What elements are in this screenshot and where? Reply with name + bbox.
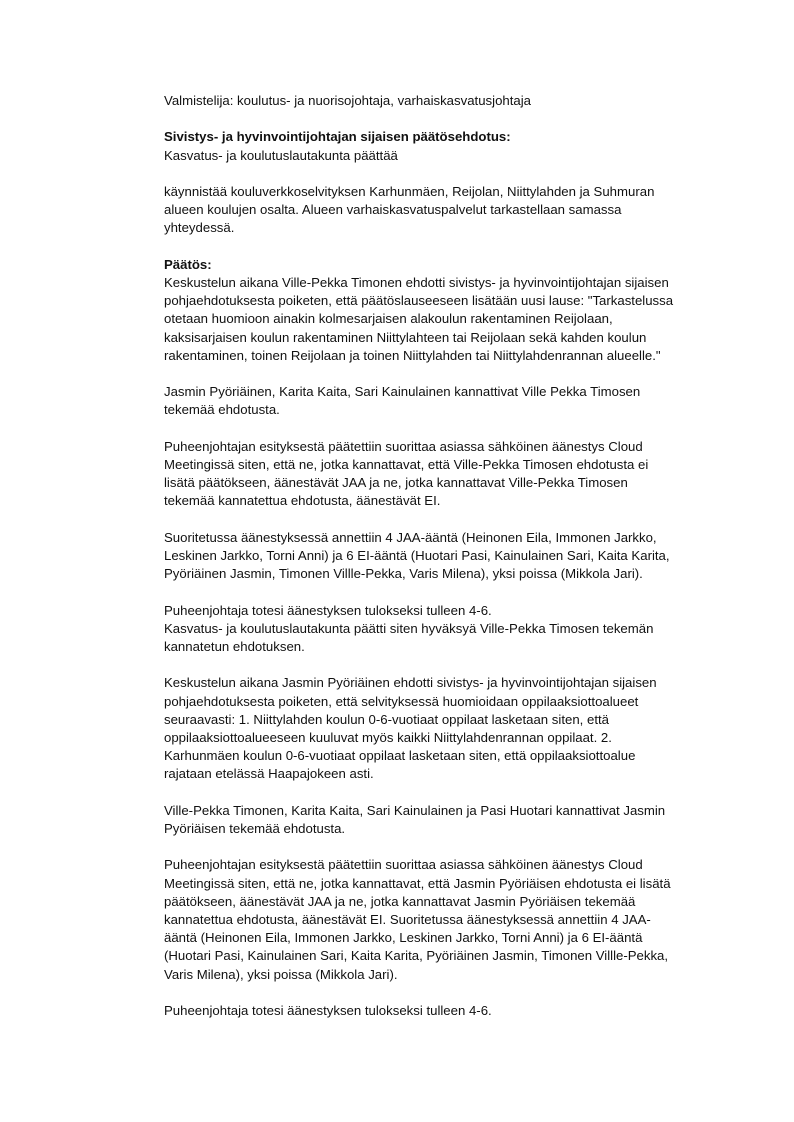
- decision-line: rakentaminen, toinen Reijolaan ja toinen Niittylahden tai Niittylahdenrannan alueelle.": [164, 347, 661, 363]
- decision-line: Keskustelun aikana Jasmin Pyöriäinen ehdotti sivistys- ja hyvinvointijohtajan sijaisen: [164, 675, 657, 691]
- document-page: [164, 92, 734, 1020]
- decision-line: Puheenjohtajan esityksestä päätettiin suorittaa asiassa sähköinen äänestys Cloud: [164, 857, 643, 873]
- decision-paragraph-1: [164, 256, 734, 365]
- decision-line: Pyöriäisen tekemää ehdotusta.: [164, 820, 346, 836]
- decision-line: kannatetun ehdotuksen.: [164, 638, 305, 654]
- decision-line: päätökseen, äänestävät JAA ja ne, jotka kannattavat Jasmin Pyöriäisen tekemää: [164, 893, 636, 909]
- proposal-body-line: yhteydessä.: [164, 220, 235, 236]
- decision-paragraph-8: [164, 856, 734, 983]
- decision-line: pohjaehdotuksesta poiketen, että päätöslauseeseen lisätään uusi lause: "Tarkastelussa: [164, 293, 674, 309]
- decision-paragraph-7: [164, 802, 734, 838]
- decision-line: tekemää ehdotusta.: [164, 402, 280, 418]
- decision-line: Ville-Pekka Timonen, Karita Kaita, Sari Kainulainen ja Pasi Huotari kannattivat Jasmin: [164, 802, 666, 818]
- preparer-line: [164, 92, 734, 110]
- decision-line: tekemää kannatettua ehdotusta, äänestävät EI.: [164, 493, 441, 509]
- decision-line: Varis Milena), yksi poissa (Mikkola Jari).: [164, 966, 398, 982]
- decision-line: Puheenjohtaja totesi äänestyksen tulokseksi tulleen 4-6.: [164, 1002, 492, 1018]
- decision-line: otetaan huomioon ainakin kolmesarjaisen alakoulun rakentaminen Reijolaan,: [164, 311, 613, 327]
- preparer-text: Valmistelija: koulutus- ja nuorisojohtaja, varhaiskasvatusjohtaja: [164, 93, 531, 108]
- decision-line: Suoritetussa äänestyksessä annettiin 4 JAA-ääntä (Heinonen Eila, Immonen Jarkko,: [164, 529, 657, 545]
- decision-line: ääntä (Heinonen Eila, Immonen Jarkko, Leskinen Jarkko, Torni Anni) ja 6 EI-ääntä: [164, 930, 643, 946]
- decision-line: Kasvatus- ja koulutuslautakunta päätti siten hyväksyä Ville-Pekka Timosen tekemän: [164, 620, 654, 636]
- decision-line: Puheenjohtajan esityksestä päätettiin suorittaa asiassa sähköinen äänestys Cloud: [164, 438, 643, 454]
- proposal-heading: Sivistys- ja hyvinvointijohtajan sijaisen päätösehdotus:: [164, 129, 511, 145]
- decision-paragraph-6: [164, 674, 734, 783]
- decision-line: (Huotari Pasi, Kainulainen Sari, Kaita Karita, Pyöriäinen Jasmin, Timonen Villle-Pekka,: [164, 948, 669, 964]
- decision-line: Karhunmäen koulun 0-6-vuotiaat oppilaat lasketaan siten, että oppilaaksiottoalue: [164, 748, 636, 764]
- decision-paragraph-9: [164, 1002, 734, 1020]
- decision-paragraph-3: [164, 438, 734, 511]
- decision-line: Puheenjohtaja totesi äänestyksen tulokseksi tulleen 4-6.: [164, 602, 492, 618]
- decision-line: Leskinen Jarkko, Torni Anni) ja 6 EI-ääntä (Huotari Pasi, Kainulainen Sari, Kaita Karita,: [164, 547, 670, 563]
- proposal-body: [164, 183, 734, 238]
- decision-line: Keskustelun aikana Ville-Pekka Timonen ehdotti sivistys- ja hyvinvointijohtajan sijaisen: [164, 274, 669, 290]
- proposal-section: [164, 128, 734, 164]
- decision-paragraph-2: [164, 383, 734, 419]
- decision-line: Jasmin Pyöriäinen, Karita Kaita, Sari Kainulainen kannattivat Ville Pekka Timosen: [164, 384, 641, 400]
- decision-line: oppilaaksiottoalueeseen kuuluvat myös kaikki Niittylahdenrannan oppilaat. 2.: [164, 729, 612, 745]
- decision-line: Meetingissä siten, että ne, jotka kannattavat, että Ville-Pekka Timosen ehdotusta ei: [164, 456, 649, 472]
- proposal-intro: Kasvatus- ja koulutuslautakunta päättää: [164, 147, 398, 163]
- decision-line: Meetingissä siten, että ne, jotka kannattavat, että Jasmin Pyöriäisen ehdotusta ei lisätä: [164, 875, 671, 891]
- decision-line: Pyöriäinen Jasmin, Timonen Villle-Pekka, Varis Milena), yksi poissa (Mikkola Jari).: [164, 566, 643, 582]
- decision-line: kaksisarjaisen koulun rakentaminen Niittylahteen tai Reijolaan sekä kahden koulun: [164, 329, 647, 345]
- decision-paragraph-4: [164, 529, 734, 584]
- decision-line: rajataan etelässä Haapajokeen asti.: [164, 766, 374, 782]
- decision-paragraph-5: [164, 602, 734, 657]
- proposal-body-line: käynnistää kouluverkkoselvityksen Karhunmäen, Reijolan, Niittylahden ja Suhmuran: [164, 183, 655, 199]
- decision-line: seuraavasti: 1. Niittylahden koulun 0-6-vuotiaat oppilaat lasketaan siten, että: [164, 711, 609, 727]
- decision-line: pohjaehdotuksesta poiketen, että selvityksessä huomioidaan oppilaaksiottoalueet: [164, 693, 639, 709]
- proposal-body-line: alueen koulujen osalta. Alueen varhaiskasvatuspalvelut tarkastellaan samassa: [164, 202, 622, 218]
- decision-heading: Päätös:: [164, 256, 212, 272]
- decision-line: lisätä päätökseen, äänestävät JAA ja ne, jotka kannattavat Ville-Pekka Timosen: [164, 475, 628, 491]
- decision-line: kannatettua ehdotusta, äänestävät EI. Suoritetussa äänestyksessä annettiin 4 JAA-: [164, 911, 651, 927]
